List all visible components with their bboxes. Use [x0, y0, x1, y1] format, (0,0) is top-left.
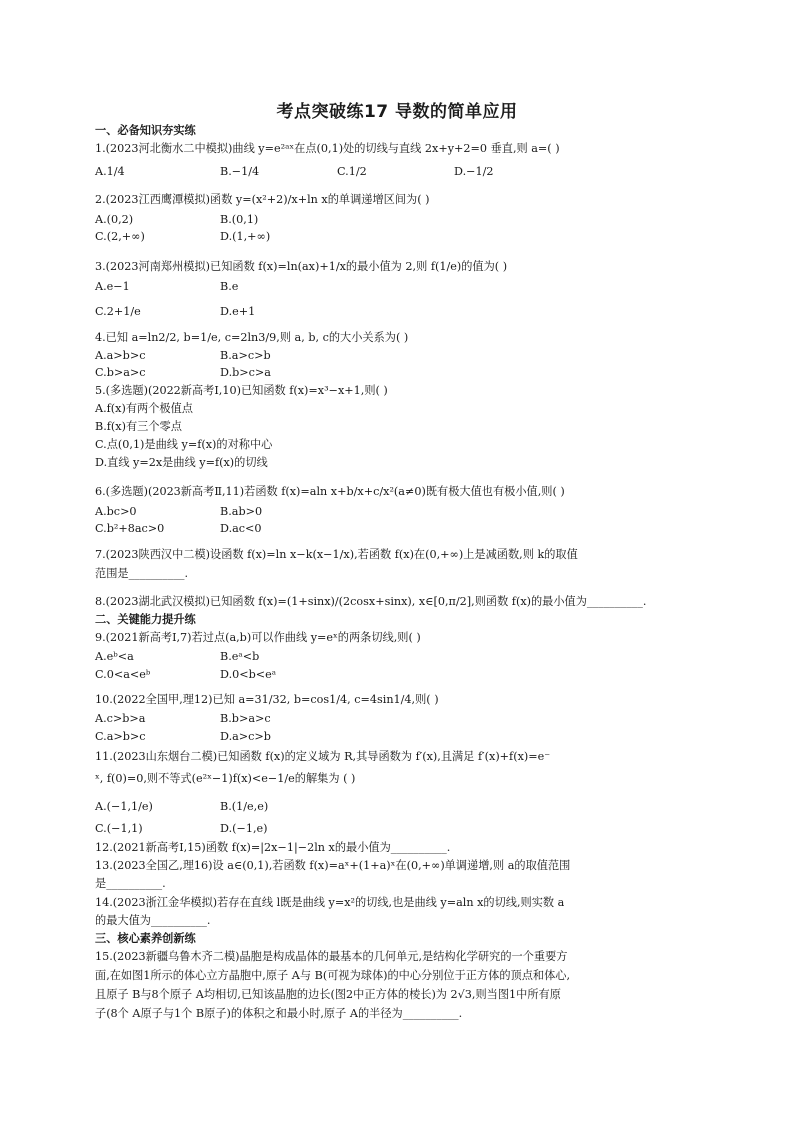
option-b: B.e	[220, 280, 239, 293]
question-15-continued: 子(8个 A原子与1个 B原子)的体积之和最小时,原子 A的半径为__________.	[95, 1007, 463, 1020]
question-4: 4.已知 a=ln2/2, b=1/e, c=2ln3/9,则 a, b, c的大小关系为( )	[95, 331, 409, 344]
question-13-continued: 是__________.	[95, 877, 166, 890]
option-d: D.0<b<eᵃ	[220, 668, 277, 681]
option-c: C.2+1/e	[95, 305, 141, 318]
option-d: D.b>c>a	[220, 366, 271, 379]
question-7-continued: 范围是__________.	[95, 567, 189, 580]
option-c: C.b²+8ac>0	[95, 522, 165, 535]
option-d: D.−1/2	[454, 165, 494, 178]
option-a: A.a>b>c	[95, 349, 146, 362]
option-c: C.(2,+∞)	[95, 230, 145, 243]
question-9: 9.(2021新高考Ⅰ,7)若过点(a,b)可以作曲线 y=eˣ的两条切线,则( )	[95, 631, 421, 644]
option-c: C.0<a<eᵇ	[95, 668, 151, 681]
option-d: D.ac<0	[220, 522, 262, 535]
option-b: B.(0,1)	[220, 213, 259, 226]
question-11-continued: ˣ, f(0)=0,则不等式(e²ˣ−1)f(x)<e−1/e的解集为 ( )	[95, 772, 356, 785]
section-heading: 二、关键能力提升练	[95, 613, 196, 626]
option-c: C.b>a>c	[95, 366, 146, 379]
question-8: 8.(2023湖北武汉模拟)已知函数 f(x)=(1+sinx)/(2cosx+sinx), x∈[0,π/2],则函数 f(x)的最小值为__________.	[95, 595, 647, 608]
option-a: A.1/4	[95, 165, 125, 178]
option-c: C.1/2	[337, 165, 367, 178]
question-6: 6.(多选题)(2023新高考Ⅱ,11)若函数 f(x)=aln x+b/x+c/x²(a≠0)既有极大值也有极小值,则( )	[95, 485, 565, 498]
option-d: D.(1,+∞)	[220, 230, 271, 243]
option-c: C.a>b>c	[95, 730, 146, 743]
question-12: 12.(2021新高考Ⅰ,15)函数 f(x)=|2x−1|−2ln x的最小值为__________.	[95, 841, 451, 854]
section-heading: 一、必备知识夯实练	[95, 124, 196, 137]
option-b: B.a>c>b	[220, 349, 271, 362]
option-a: A.eᵇ<a	[95, 650, 134, 663]
page-title: 考点突破练17 导数的简单应用	[276, 102, 518, 122]
option-c: C.点(0,1)是曲线 y=f(x)的对称中心	[95, 438, 273, 451]
question-13: 13.(2023全国乙,理16)设 a∈(0,1),若函数 f(x)=aˣ+(1+a)ˣ在(0,+∞)单调递增,则 a的取值范围	[95, 859, 571, 872]
option-b: B.(1/e,e)	[220, 800, 269, 813]
section-heading: 三、核心素养创新练	[95, 932, 196, 945]
option-a: A.(−1,1/e)	[95, 800, 153, 813]
question-15: 15.(2023新疆乌鲁木齐二模)晶胞是构成晶体的最基本的几何单元,是结构化学研究的一个重要方	[95, 950, 568, 963]
question-3: 3.(2023河南郑州模拟)已知函数 f(x)=ln(ax)+1/x的最小值为 2,则 f(1/e)的值为( )	[95, 260, 508, 273]
option-b: B.b>a>c	[220, 712, 271, 725]
question-7: 7.(2023陕西汉中二模)设函数 f(x)=ln x−k(x−1/x),若函数 f(x)在(0,+∞)上是减函数,则 k的取值	[95, 548, 578, 561]
question-15-continued: 且原子 B与8个原子 A均相切,已知该晶胞的边长(图2中正方体的棱长)为 2√3,则当图1中所有原	[95, 988, 561, 1001]
question-14: 14.(2023浙江金华模拟)若存在直线 l既是曲线 y=x²的切线,也是曲线 y=aln x的切线,则实数 a	[95, 896, 565, 909]
question-5: 5.(多选题)(2022新高考Ⅰ,10)已知函数 f(x)=x³−x+1,则( )	[95, 384, 388, 397]
option-a: A.e−1	[95, 280, 130, 293]
option-a: A.c>b>a	[95, 712, 146, 725]
question-14-continued: 的最大值为__________.	[95, 914, 211, 927]
question-1: 1.(2023河北衡水二中模拟)曲线 y=e²ᵃˣ在点(0,1)处的切线与直线 2x+y+2=0 垂直,则 a=( )	[95, 142, 560, 155]
option-b: B.f(x)有三个零点	[95, 420, 182, 433]
option-d: D.e+1	[220, 305, 256, 318]
question-2: 2.(2023江西鹰潭模拟)函数 y=(x²+2)/x+ln x的单调递增区间为( )	[95, 193, 430, 206]
option-a: A.bc>0	[95, 505, 137, 518]
question-15-continued: 面,在如图1所示的体心立方晶胞中,原子 A与 B(可视为球体)的中心分别位于正方体的顶点和体心,	[95, 969, 571, 982]
option-b: B.ab>0	[220, 505, 263, 518]
option-b: B.−1/4	[220, 165, 260, 178]
option-a: A.(0,2)	[95, 213, 134, 226]
question-11: 11.(2023山东烟台二模)已知函数 f(x)的定义域为 R,其导函数为 f′(x),且满足 f′(x)+f(x)=e⁻	[95, 750, 551, 763]
option-c: C.(−1,1)	[95, 822, 143, 835]
option-a: A.f(x)有两个极值点	[95, 402, 193, 415]
option-d: D.直线 y=2x是曲线 y=f(x)的切线	[95, 456, 268, 469]
question-10: 10.(2022全国甲,理12)已知 a=31/32, b=cos1/4, c=4sin1/4,则( )	[95, 693, 439, 706]
option-b: B.eᵃ<b	[220, 650, 260, 663]
option-d: D.a>c>b	[220, 730, 271, 743]
option-d: D.(−1,e)	[220, 822, 268, 835]
